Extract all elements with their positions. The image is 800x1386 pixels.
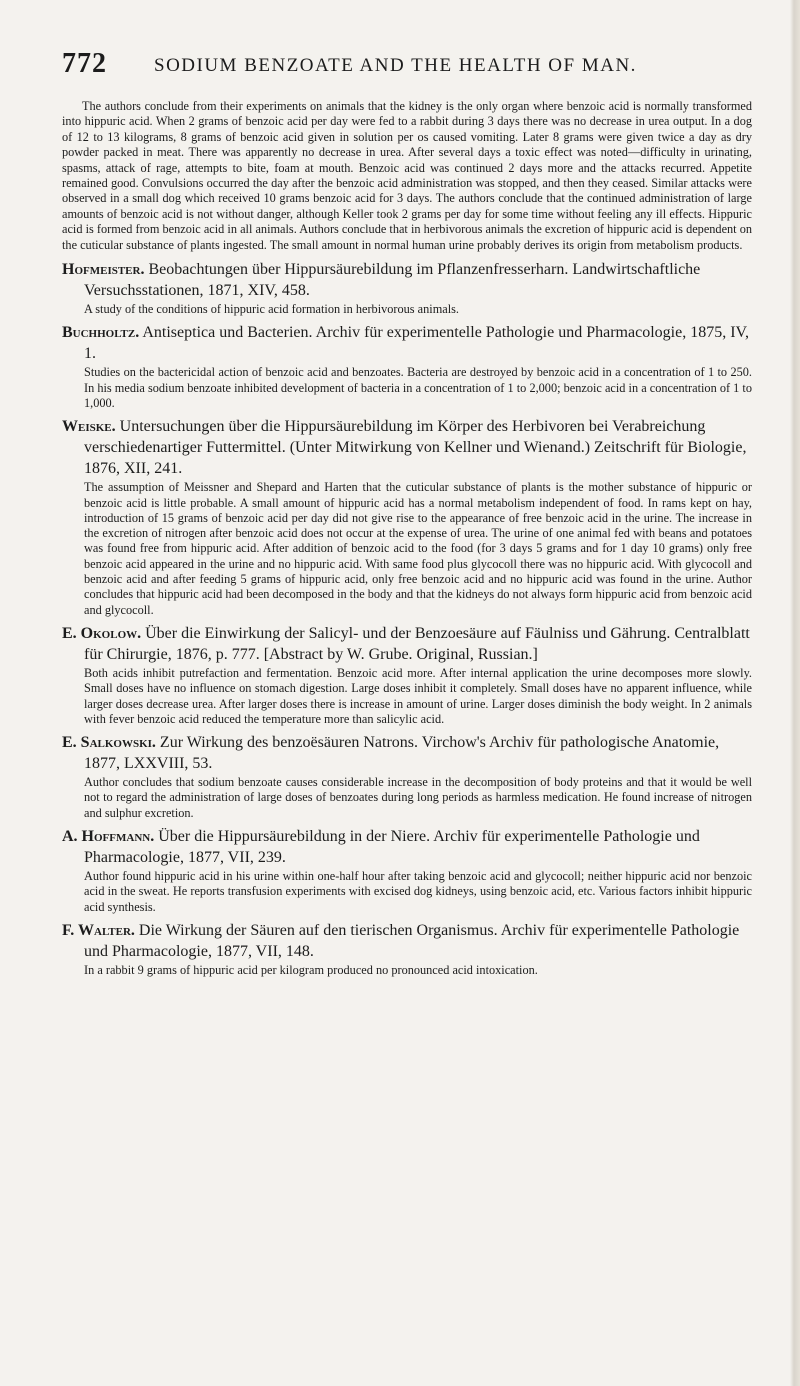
citation (62, 826, 752, 868)
author-name: F. Walter. (62, 921, 135, 939)
page-header (62, 48, 762, 88)
citation-text: Über die Hippursäurebildung in der Niere. Archiv für experimentelle Pathologie und Pharmacologie, 1877, VII, 239. (84, 828, 700, 866)
annotation: Both acids inhibit putrefaction and fermentation. Benzoic acid more. After internal application the urine decomposes more slowly. Small doses have no influence on stomach digestion. Large doses inhibit it completely. Small doses have no apparent influence, while larger doses decrease urea. After larger doses there is increase in amount of urine. Larger doses diminish the body weight. In 2 animals with fever benzoic acid reduced the temperature more than salicylic acid. (84, 665, 752, 726)
intro-paragraph: The authors conclude from their experiments on animals that the kidney is the only organ where benzoic acid is normally transformed into hippuric acid. When 2 grams of benzoic acid per day were fed to a rabbit during 3 days there was no decrease in urea output. In a dog of 12 to 13 kilograms, 8 grams of benzoic acid given in solution per os caused vomiting. Later 8 grams were given twice a day as dry powder packed in meat. There was apparently no decrease in urea. After several days a toxic effect was noted—difficulty in urinating, spasms, attack of rage, attempts to bite, foam at mouth. Benzoic acid was continued 2 days more and the attacks recurred. Appetite remained good. Convulsions occurred the day after the benzoic acid administration was stopped, and then they ceased. Similar attacks were observed in a small dog which received 10 grams benzoic acid for 3 days. The authors conclude that the continued administration of large amounts of benzoic acid is not without danger, although Keller took 2 grams per day for some time without feeling any ill effects. Hippuric acid is formed from benzoic acid in all animals. Authors conclude that in herbivorous animals the excretion of hippuric acid is dependent on the cuticular substance of plants ingested. The small amount in normal human urine probably derives its origin from metabolism products. (62, 99, 752, 252)
page-body (62, 99, 752, 983)
page-number: 772 (62, 48, 107, 79)
citation (62, 322, 752, 364)
bib-entry-salkowski (62, 732, 752, 821)
running-title: SODIUM BENZOATE AND THE HEALTH OF MAN. (154, 55, 637, 76)
annotation: A study of the conditions of hippuric acid formation in herbivorous animals. (84, 302, 459, 317)
annotation: Author found hippuric acid in his urine within one-half hour after taking benzoic acid and glycocoll; neither hippuric acid nor benzoic acid in the sweat. He reports transfusion experiments with excised dog kidneys, using benzoic acid, etc. Various factors inhibit hippuric acid synthesis. (84, 869, 752, 914)
bib-entry-hofmeister (62, 259, 752, 317)
citation (62, 732, 752, 774)
citation-text: Über die Einwirkung der Salicyl- und der Benzoesäure auf Fäulniss und Gährung. Centralblatt für Chirurgie, 1876, p. 777. [Abstract by W. Grube. Original, Russian.] (84, 624, 750, 663)
author-name: E. Salkowski. (62, 734, 156, 752)
citation (62, 416, 752, 479)
annotation: The assumption of Meissner and Shepard and Harten that the cuticular substance of plants is the mother substance of hippuric or benzoic acid is little probable. A small amount of hippuric acid has a normal metabolism independent of food. In rams kept on hay, introduction of 15 grams of benzoic acid per day did not give rise to the appearance of free benzoic acid in the urine. The increase in the excretion of nitrogen after benzoic acid does not occur at the expense of urea. The urine of one animal fed with beans and potatoes was found free from hippuric acid. After addition of benzoic acid to the food (for 3 days 5 grams and for 1 day 10 grams) only free benzoic acid appeared in the urine and no hippuric acid. With same food plus glycocoll there was no hippuric acid. With glycocoll and benzoic acid and after feeding 5 grams of hippuric acid, only free benzoic acid and no hippuric acid was found in the urine. Author concludes that hippuric acid had been decomposed in the body and that the kidneys do not always form hippuric acid from benzoic acid and glycocoll. (84, 480, 752, 617)
bib-entry-okolow (62, 623, 752, 727)
citation-text: Beobachtungen über Hippursäurebildung im Pflanzenfresserharn. Landwirtschaftliche Versuchsstationen, 1871, XIV, 458. (84, 261, 701, 300)
bib-entry-buchholtz (62, 322, 752, 411)
author-name: Buchholtz. (62, 324, 140, 342)
citation (62, 623, 752, 665)
citation-text: Untersuchungen über die Hippursäurebildung im Körper des Herbivoren bei Verabreichung verschiedenartiger Futtermittel. (Unter Mitwirkung von Kellner und Wienand.) Zeitschrift für Biologie, 1876, XII, 241. (84, 418, 747, 478)
bib-entry-hoffmann (62, 826, 752, 915)
author-name: E. Okolow. (62, 624, 142, 642)
bib-entry-walter (62, 920, 752, 978)
author-name: Hofmeister. (62, 261, 145, 279)
citation-text: Die Wirkung der Säuren auf den tierischen Organismus. Archiv für experimentelle Pathologie und Pharmacologie, 1877, VII, 148. (84, 921, 740, 960)
citation (62, 259, 752, 301)
annotation: Author concludes that sodium benzoate causes considerable increase in the decomposition of body proteins and that it would be well not to regard the administration of large doses of benzoates during long periods as harmless medication. He found increase of nitrogen and sulphur excretion. (84, 775, 752, 820)
citation-text: Zur Wirkung des benzoësäuren Natrons. Virchow's Archiv für pathologische Anatomie, 1877, LXXVIII, 53. (84, 734, 720, 773)
annotation: In a rabbit 9 grams of hippuric acid per kilogram produced no pronounced acid intoxication. (84, 962, 538, 977)
page-edge-shadow (790, 0, 800, 1386)
annotation: Studies on the bactericidal action of benzoic acid and benzoates. Bacteria are destroyed by benzoic acid in a concentration of 1 to 250. In his media sodium benzoate inhibited development of bacteria in a concentration of 1 to 2,000; benzoic acid in a concentration of 1 to 1,000. (84, 365, 752, 410)
author-name: Weiske. (62, 418, 116, 436)
citation-text: Antiseptica und Bacterien. Archiv für experimentelle Pathologie und Pharmacologie, 1875, IV, 1. (84, 324, 750, 363)
bib-entry-weiske (62, 416, 752, 618)
citation (62, 920, 752, 962)
author-name: A. Hoffmann. (62, 828, 155, 845)
